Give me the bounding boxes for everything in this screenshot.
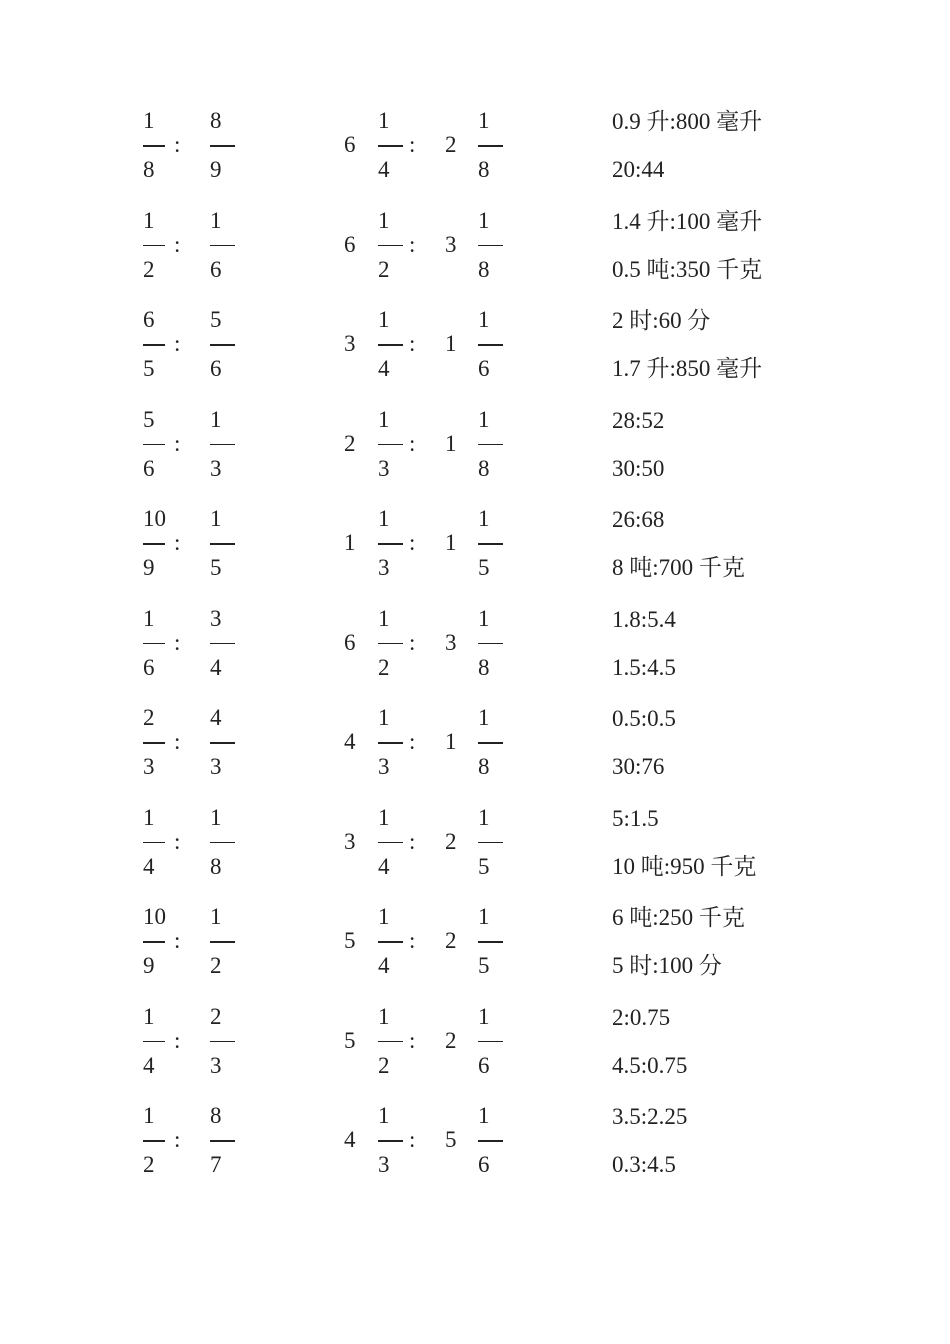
problem-row — [0, 1103, 950, 1203]
ratio-text: 0.9 升:800 毫升 — [612, 109, 763, 134]
fraction-denominator: 2 — [378, 654, 390, 680]
fraction-denominator: 3 — [378, 754, 390, 779]
fraction-denominator: 2 — [143, 1152, 155, 1177]
ratio-text: 3.5:2.25 — [612, 1104, 688, 1129]
fraction-bar — [378, 1041, 403, 1043]
fraction-numerator: 1 — [378, 506, 390, 531]
fraction-numerator: 1 — [378, 804, 390, 830]
fraction-denominator: 5 — [143, 356, 155, 381]
fraction-denominator: 6 — [143, 654, 155, 680]
fraction-numerator: 1 — [478, 1003, 490, 1029]
fraction-numerator: 1 — [210, 506, 222, 531]
fraction-bar — [210, 145, 235, 147]
fraction-denominator: 2 — [378, 1052, 390, 1078]
fraction-denominator: 3 — [143, 754, 155, 779]
ratio-colon: : — [174, 1127, 181, 1152]
fraction-denominator: 4 — [143, 1052, 155, 1078]
problem-row — [0, 108, 950, 208]
ratio-colon: : — [174, 530, 181, 555]
ratio-text: 5 时:100 分 — [612, 953, 722, 978]
fraction-denominator: 4 — [210, 654, 222, 680]
fraction-numerator: 10 — [143, 904, 166, 929]
fraction-bar — [478, 842, 503, 844]
fraction-numerator: 2 — [143, 705, 155, 730]
fraction-denominator: 5 — [478, 853, 490, 879]
fraction-bar — [143, 842, 165, 844]
fraction-denominator: 3 — [210, 754, 222, 779]
ratio-colon: : — [409, 729, 416, 754]
fraction-bar — [478, 444, 503, 446]
ratio-text: 20:44 — [612, 157, 665, 182]
fraction-numerator: 1 — [478, 506, 490, 531]
problem-row — [0, 606, 950, 706]
mixed-whole: 2 — [344, 430, 356, 456]
mixed-whole: 1 — [344, 530, 356, 555]
fraction-denominator: 6 — [210, 356, 222, 381]
mixed-whole: 2 — [445, 1027, 457, 1053]
fraction-numerator: 1 — [478, 207, 490, 233]
fraction-denominator: 8 — [478, 256, 490, 282]
fraction-bar — [143, 1041, 165, 1043]
fraction-bar — [143, 344, 165, 346]
fraction-denominator: 8 — [478, 654, 490, 680]
mixed-whole: 6 — [344, 231, 356, 257]
fraction-numerator: 1 — [378, 307, 390, 332]
fraction-bar — [478, 643, 503, 645]
fraction-numerator: 1 — [478, 406, 490, 432]
fraction-denominator: 5 — [478, 555, 490, 580]
fraction-bar — [378, 742, 403, 744]
ratio-colon: : — [174, 1027, 181, 1053]
fraction-denominator: 9 — [143, 953, 155, 978]
ratio-text: 1.8:5.4 — [612, 606, 676, 632]
ratio-colon: : — [174, 729, 181, 754]
fraction-denominator: 5 — [210, 555, 222, 580]
ratio-text: 0.5:0.5 — [612, 706, 676, 731]
mixed-whole: 3 — [445, 629, 457, 655]
problem-row — [0, 307, 950, 407]
fraction-denominator: 7 — [210, 1152, 222, 1177]
ratio-colon: : — [409, 331, 416, 356]
fraction-bar — [478, 344, 503, 346]
ratio-text: 10 吨:950 千克 — [612, 853, 757, 879]
fraction-numerator: 1 — [378, 705, 390, 730]
fraction-denominator: 3 — [378, 455, 390, 481]
ratio-text: 26:68 — [612, 507, 665, 532]
fraction-bar — [478, 742, 503, 744]
fraction-numerator: 4 — [210, 705, 222, 730]
mixed-whole: 3 — [344, 331, 356, 356]
fraction-bar — [210, 742, 235, 744]
mixed-whole: 4 — [344, 1127, 356, 1152]
mixed-whole: 5 — [344, 928, 356, 953]
mixed-whole: 2 — [445, 828, 457, 854]
ratio-colon: : — [409, 1127, 416, 1152]
fraction-numerator: 1 — [478, 307, 490, 332]
fraction-bar — [378, 444, 403, 446]
ratio-colon: : — [174, 629, 181, 655]
fraction-denominator: 6 — [478, 356, 490, 381]
fraction-denominator: 4 — [378, 157, 390, 182]
fraction-bar — [378, 941, 403, 943]
ratio-text: 1.5:4.5 — [612, 654, 676, 680]
fraction-numerator: 8 — [210, 1103, 222, 1128]
fraction-numerator: 1 — [143, 207, 155, 233]
fraction-denominator: 2 — [210, 953, 222, 978]
ratio-text: 1.7 升:850 毫升 — [612, 356, 763, 381]
fraction-bar — [210, 842, 235, 844]
fraction-numerator: 1 — [210, 904, 222, 929]
ratio-colon: : — [174, 828, 181, 854]
fraction-denominator: 5 — [478, 953, 490, 978]
ratio-colon: : — [174, 928, 181, 953]
fraction-numerator: 1 — [478, 605, 490, 631]
mixed-whole: 1 — [445, 530, 457, 555]
ratio-text: 5:1.5 — [612, 805, 659, 831]
fraction-bar — [210, 344, 235, 346]
fraction-numerator: 10 — [143, 506, 166, 531]
fraction-bar — [210, 245, 235, 247]
fraction-numerator: 1 — [478, 108, 490, 133]
fraction-bar — [143, 145, 165, 147]
ratio-colon: : — [409, 231, 416, 257]
mixed-whole: 5 — [344, 1027, 356, 1053]
fraction-numerator: 1 — [478, 904, 490, 929]
fraction-bar — [143, 742, 165, 744]
fraction-denominator: 3 — [210, 455, 222, 481]
ratio-colon: : — [409, 132, 416, 157]
fraction-bar — [210, 1140, 235, 1142]
fraction-numerator: 2 — [210, 1003, 222, 1029]
fraction-denominator: 6 — [210, 256, 222, 282]
fraction-bar — [378, 842, 403, 844]
fraction-bar — [478, 941, 503, 943]
ratio-colon: : — [174, 430, 181, 456]
fraction-bar — [478, 1041, 503, 1043]
ratio-text: 30:76 — [612, 754, 665, 779]
ratio-text: 6 吨:250 千克 — [612, 905, 745, 930]
fraction-numerator: 1 — [378, 207, 390, 233]
problem-row — [0, 705, 950, 805]
fraction-numerator: 1 — [478, 804, 490, 830]
problem-row — [0, 904, 950, 1004]
fraction-numerator: 1 — [143, 1103, 155, 1128]
fraction-bar — [210, 941, 235, 943]
ratio-text: 4.5:0.75 — [612, 1052, 688, 1078]
fraction-numerator: 1 — [378, 904, 390, 929]
fraction-denominator: 6 — [478, 1152, 490, 1177]
mixed-whole: 5 — [445, 1127, 457, 1152]
ratio-text: 30:50 — [612, 455, 665, 481]
fraction-bar — [210, 543, 235, 545]
fraction-denominator: 8 — [143, 157, 155, 182]
ratio-colon: : — [409, 530, 416, 555]
fraction-numerator: 6 — [143, 307, 155, 332]
fraction-bar — [378, 344, 403, 346]
ratio-text: 1.4 升:100 毫升 — [612, 208, 763, 234]
fraction-numerator: 1 — [210, 406, 222, 432]
fraction-denominator: 4 — [143, 853, 155, 879]
fraction-numerator: 1 — [143, 804, 155, 830]
fraction-numerator: 3 — [210, 605, 222, 631]
fraction-numerator: 1 — [378, 1003, 390, 1029]
fraction-denominator: 6 — [478, 1052, 490, 1078]
fraction-denominator: 4 — [378, 356, 390, 381]
fraction-numerator: 1 — [143, 108, 155, 133]
fraction-numerator: 1 — [378, 406, 390, 432]
fraction-numerator: 5 — [143, 406, 155, 432]
fraction-numerator: 5 — [210, 307, 222, 332]
fraction-bar — [210, 1041, 235, 1043]
fraction-denominator: 9 — [143, 555, 155, 580]
fraction-denominator: 8 — [210, 853, 222, 879]
fraction-bar — [143, 941, 165, 943]
fraction-numerator: 1 — [478, 1103, 490, 1128]
fraction-bar — [143, 1140, 165, 1142]
fraction-numerator: 1 — [378, 605, 390, 631]
fraction-denominator: 9 — [210, 157, 222, 182]
mixed-whole: 1 — [445, 331, 457, 356]
fraction-numerator: 1 — [378, 1103, 390, 1128]
fraction-numerator: 1 — [478, 705, 490, 730]
fraction-bar — [378, 643, 403, 645]
ratio-colon: : — [409, 629, 416, 655]
ratio-colon: : — [409, 1027, 416, 1053]
mixed-whole: 1 — [445, 729, 457, 754]
fraction-denominator: 2 — [378, 256, 390, 282]
fraction-denominator: 3 — [378, 1152, 390, 1177]
fraction-numerator: 1 — [378, 108, 390, 133]
fraction-bar — [478, 543, 503, 545]
ratio-text: 2 时:60 分 — [612, 308, 711, 333]
fraction-denominator: 8 — [478, 455, 490, 481]
problem-row — [0, 1004, 950, 1104]
fraction-numerator: 1 — [210, 804, 222, 830]
ratio-colon: : — [174, 331, 181, 356]
fraction-bar — [210, 643, 235, 645]
fraction-bar — [378, 1140, 403, 1142]
fraction-bar — [143, 643, 165, 645]
fraction-denominator: 2 — [143, 256, 155, 282]
fraction-bar — [210, 444, 235, 446]
fraction-bar — [378, 543, 403, 545]
problem-row — [0, 208, 950, 308]
problem-row — [0, 805, 950, 905]
fraction-numerator: 1 — [143, 1003, 155, 1029]
mixed-whole: 6 — [344, 629, 356, 655]
fraction-denominator: 8 — [478, 157, 490, 182]
problem-row — [0, 506, 950, 606]
fraction-denominator: 3 — [378, 555, 390, 580]
fraction-denominator: 4 — [378, 953, 390, 978]
fraction-bar — [378, 145, 403, 147]
mixed-whole: 4 — [344, 729, 356, 754]
ratio-text: 8 吨:700 千克 — [612, 555, 745, 580]
fraction-denominator: 4 — [378, 853, 390, 879]
problem-row — [0, 407, 950, 507]
ratio-text: 28:52 — [612, 407, 665, 433]
fraction-bar — [478, 1140, 503, 1142]
fraction-denominator: 3 — [210, 1052, 222, 1078]
fraction-bar — [478, 245, 503, 247]
fraction-bar — [478, 145, 503, 147]
mixed-whole: 2 — [445, 928, 457, 953]
ratio-text: 0.3:4.5 — [612, 1152, 676, 1177]
ratio-colon: : — [409, 430, 416, 456]
mixed-whole: 3 — [344, 828, 356, 854]
fraction-bar — [378, 245, 403, 247]
fraction-denominator: 6 — [143, 455, 155, 481]
fraction-bar — [143, 543, 165, 545]
mixed-whole: 1 — [445, 430, 457, 456]
ratio-colon: : — [409, 928, 416, 953]
ratio-text: 2:0.75 — [612, 1004, 671, 1030]
mixed-whole: 2 — [445, 132, 457, 157]
mixed-whole: 6 — [344, 132, 356, 157]
ratio-colon: : — [409, 828, 416, 854]
fraction-numerator: 8 — [210, 108, 222, 133]
fraction-numerator: 1 — [143, 605, 155, 631]
fraction-bar — [143, 444, 165, 446]
ratio-colon: : — [174, 231, 181, 257]
fraction-denominator: 8 — [478, 754, 490, 779]
ratio-text: 0.5 吨:350 千克 — [612, 256, 763, 282]
ratio-colon: : — [174, 132, 181, 157]
fraction-numerator: 1 — [210, 207, 222, 233]
fraction-bar — [143, 245, 165, 247]
mixed-whole: 3 — [445, 231, 457, 257]
